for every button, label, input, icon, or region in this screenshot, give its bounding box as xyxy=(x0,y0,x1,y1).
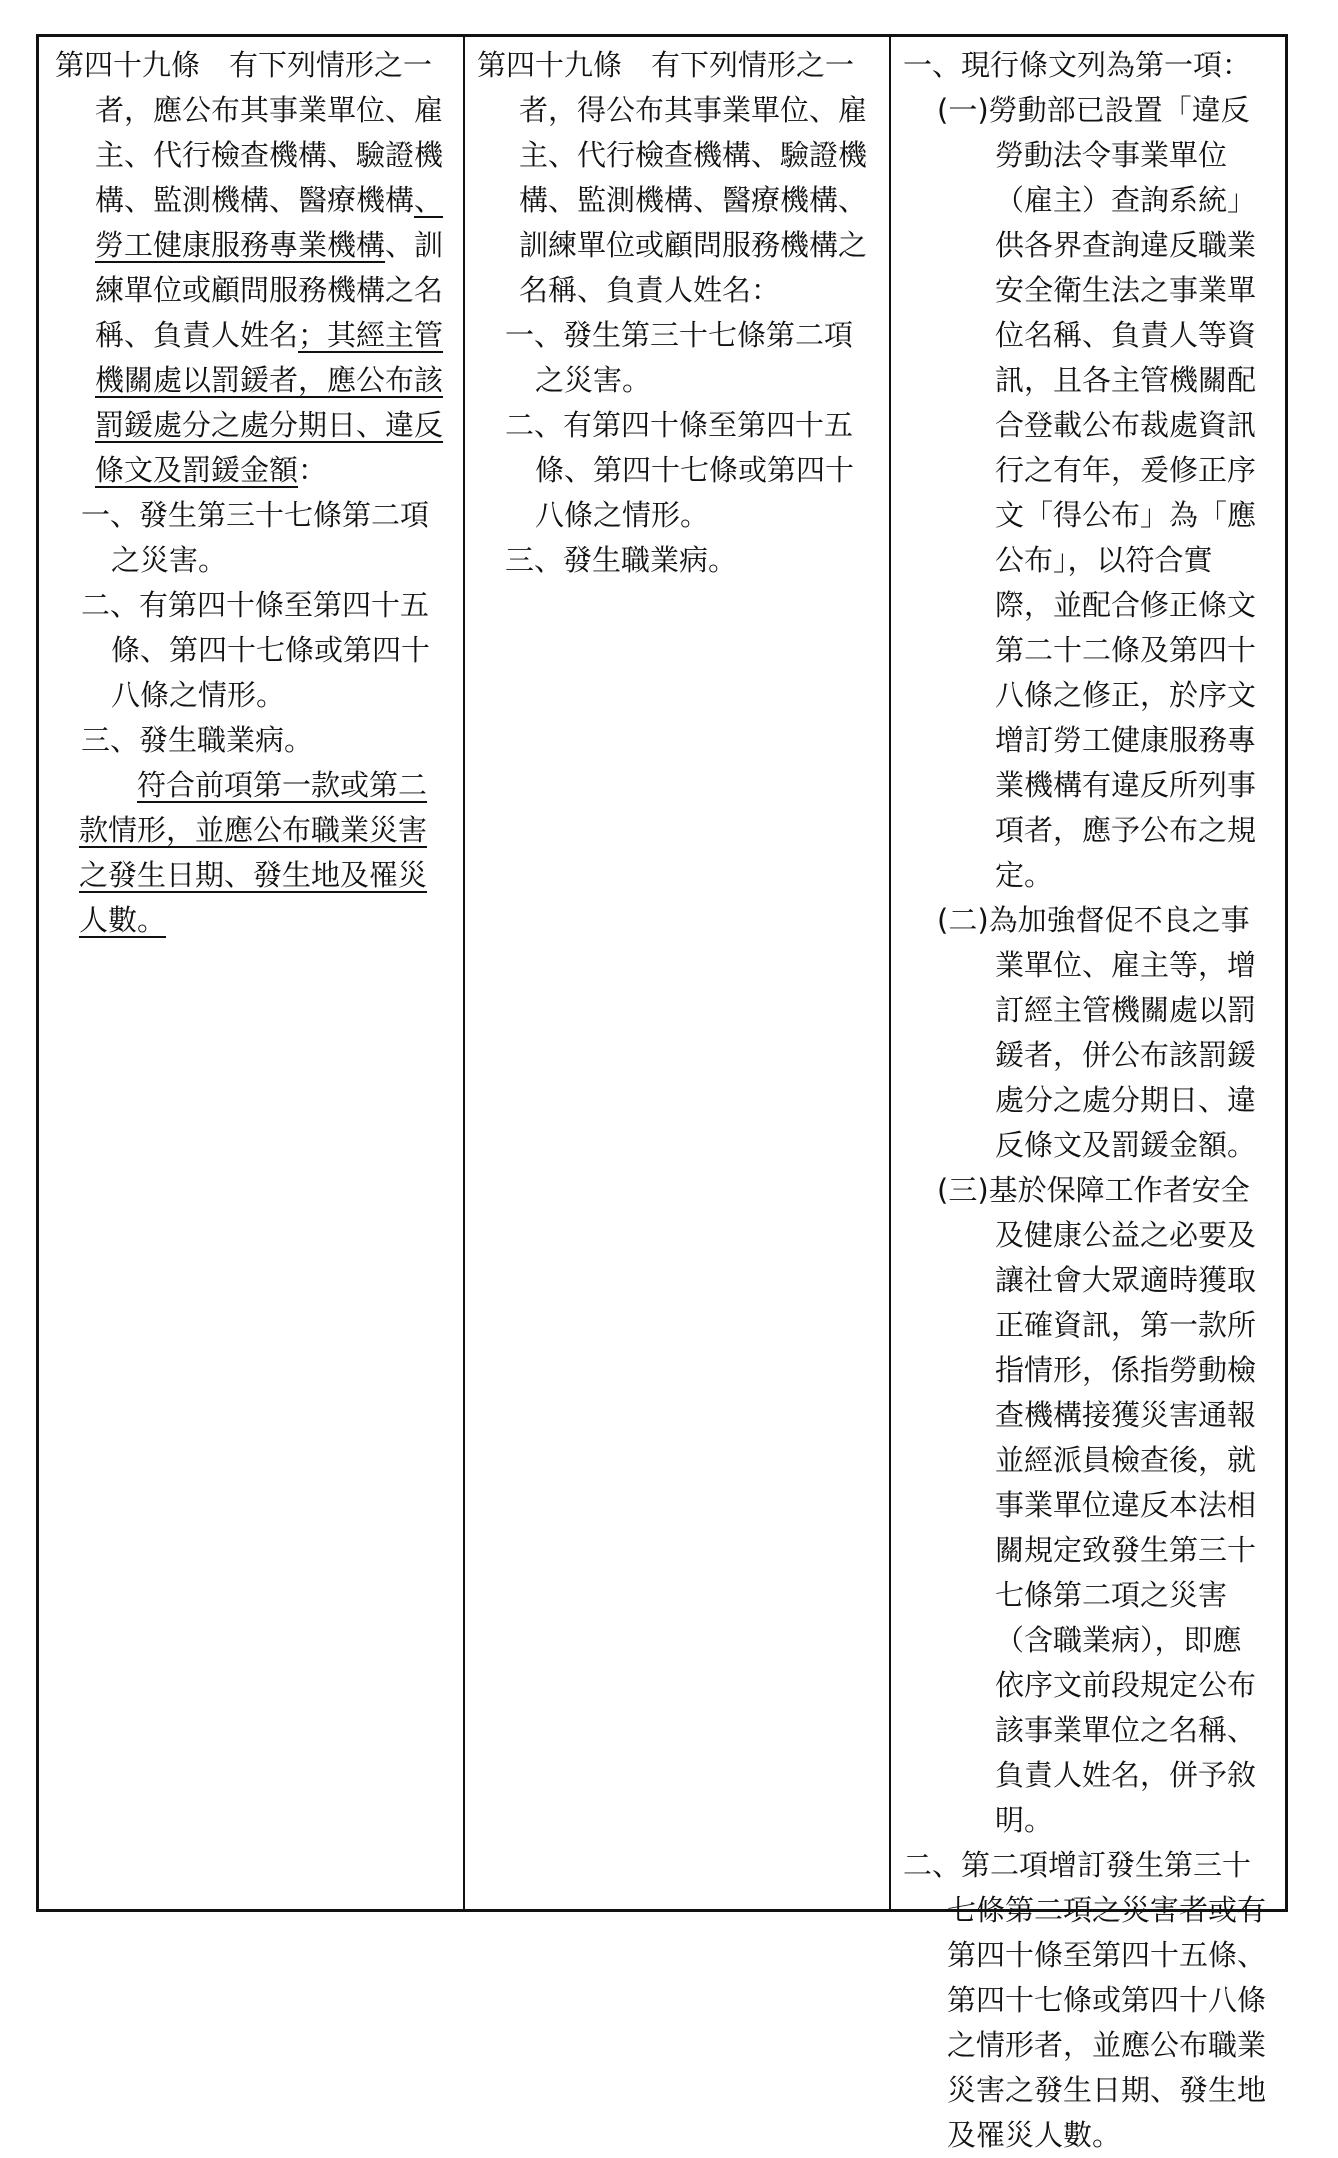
current-article-49: 第四十九條 有下列情形之一者，得公布其事業單位、雇主、代行檢查機構、驗證機構、監測機構、醫療機構、訓練單位或顧問服務機構之名稱、負責人姓名： xyxy=(477,48,868,307)
current-text-column xyxy=(465,37,891,1909)
explanation-point-1: 一、現行條文列為第一項： xyxy=(903,48,1252,82)
current-item-1: 一、發生第三十七條第二項之災害。 xyxy=(505,318,854,397)
amended-text-column xyxy=(39,37,465,1909)
inserted-text-health-service: 、勞工健康服務專業機構 xyxy=(95,183,444,262)
current-item-3: 三、發生職業病。 xyxy=(505,543,738,577)
comparison-table xyxy=(36,34,1288,2152)
amended-item-2: 二、有第四十條至第四十五條、第四十七條或第四十八條之情形。 xyxy=(81,588,431,712)
explanation-subpoint-1: (一)勞動部已設置「違反勞動法令事業單位（雇主）查詢系統」供各界查詢違反職業安全衛生法之事業單位名稱、負責人等資訊，且各主管機關配合登載公布裁處資訊行之有年，爰修正序文「得公布」為「應公布」，以符合實際，並配合修正條文第二十二條及第四十八條之修正，於序文增訂勞工健康服務專業機構有違反所列事項者，應予公布之規定。 xyxy=(937,93,1257,892)
inserted-text-fine-disclosure: ；其經主管機關處以罰鍰者，應公布該罰鍰處分之處分期日、違反條文及罰鍰金額 xyxy=(95,318,444,487)
current-item-2: 二、有第四十條至第四十五條、第四十七條或第四十八條之情形。 xyxy=(505,408,855,532)
amended-article-49: 第四十九條 有下列情形之一者，應公布其事業單位、雇主、代行檢查機構、驗證機構、監測機構、醫療機構、勞工健康服務專業機構、訓練單位或顧問服務機構之名稱、負責人姓名；其經主管機關處以罰鍰者，應公布該罰鍰處分之處分期日、違反條文及罰鍰金額： xyxy=(55,48,444,487)
explanation-point-2: 二、第二項增訂發生第三十七條第二項之災害者或有第四十條至第四十五條、第四十七條或第四十八條之情形者，並應公布職業災害之發生日期、發生地及罹災人數。 xyxy=(903,1848,1267,2152)
amended-item-3: 三、發生職業病。 xyxy=(81,723,314,757)
inserted-paragraph-2: 符合前項第一款或第二款情形，並應公布職業災害之發生日期、發生地及罹災人數。 xyxy=(79,768,428,937)
amended-paragraph-2 xyxy=(39,763,463,943)
amended-item-1: 一、發生第三十七條第二項之災害。 xyxy=(81,498,430,577)
explanation-subpoint-2: (二)為加強督促不良之事業單位、雇主等，增訂經主管機關處以罰鍰者，併公布該罰鍰處分之處分期日、違反條文及罰鍰金額。 xyxy=(937,903,1257,1162)
explanation-column xyxy=(891,37,1285,2152)
explanation-subpoint-3: (三)基於保障工作者安全及健康公益之必要及讓社會大眾適時獲取正確資訊，第一款所指情形，係指勞動檢查機構接獲災害通報並經派員檢查後，就事業單位違反本法相關規定致發生第三十七條第二項之災害（含職業病），即應依序文前段規定公布該事業單位之名稱、負責人姓名，併予敘明。 xyxy=(937,1173,1257,1837)
